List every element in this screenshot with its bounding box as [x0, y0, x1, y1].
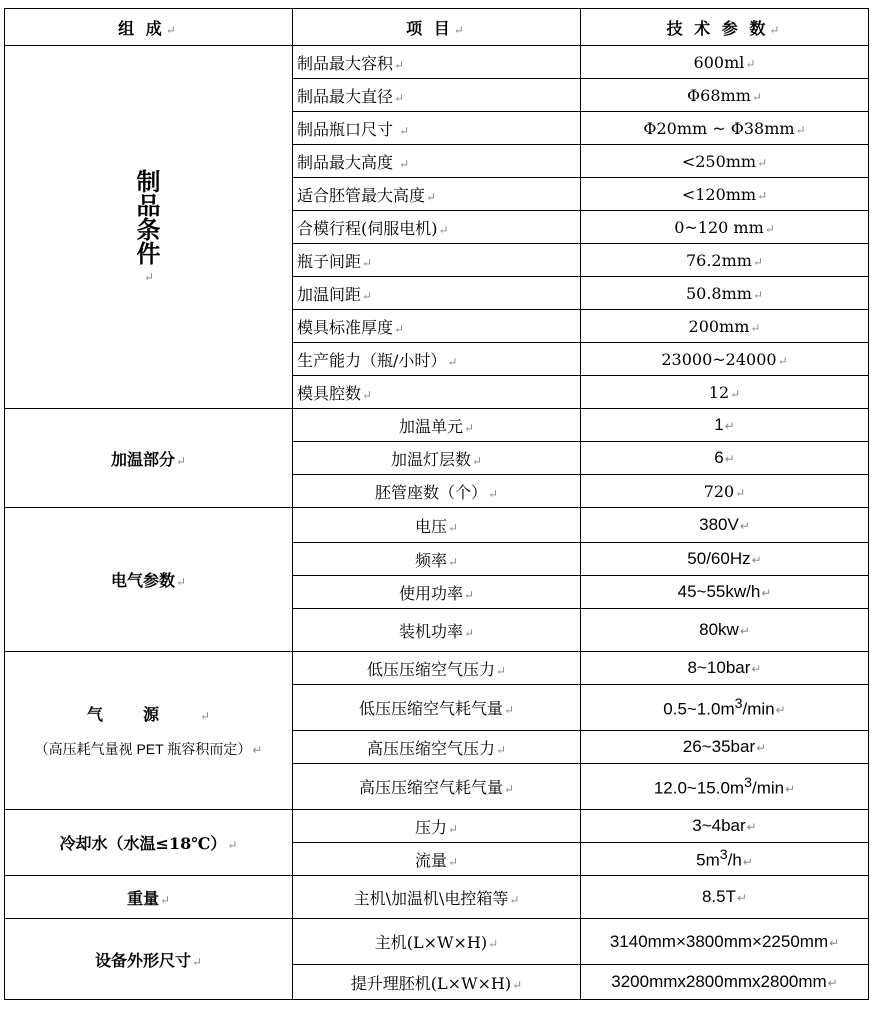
item-cell: 制品最大直径↵: [293, 79, 581, 112]
value-cell: $5m^3/h↵$: [581, 843, 869, 876]
value-cell: 50/60Hz↵: [581, 543, 869, 576]
item-cell: 流量↵: [293, 843, 581, 876]
item-cell: 制品瓶口尺寸 ↵: [293, 112, 581, 145]
item-cell: 胚管座数（个）↵: [293, 475, 581, 508]
spec-table: [4, 8, 869, 1000]
value-cell: 3~4bar↵: [581, 810, 869, 843]
item-cell: 合模行程(伺服电机)↵: [293, 211, 581, 244]
table-row: [5, 810, 869, 843]
table-row: [5, 409, 869, 442]
value-cell: Φ20mm ~ Φ38mm↵: [581, 112, 869, 145]
value-cell: 3200mmx2800mmx2800mm↵: [581, 965, 869, 1000]
table-row: [5, 46, 869, 79]
value-cell: 8~10bar↵: [581, 652, 869, 685]
item-cell: 主机\加温机\电控箱等↵: [293, 876, 581, 919]
value-cell: 200mm↵: [581, 310, 869, 343]
value-cell: $12.0\sim 15.0m^3/\min↵$: [581, 764, 869, 810]
value-cell: 45~55kw/h↵: [581, 576, 869, 609]
value-cell: 50.8mm↵: [581, 277, 869, 310]
item-cell: 瓶子间距↵: [293, 244, 581, 277]
item-cell: 加温灯层数↵: [293, 442, 581, 475]
item-cell: 高压压缩空气压力↵: [293, 731, 581, 764]
group-cell-dimensions: 设备外形尺寸↵: [5, 919, 293, 1000]
table-row: [5, 919, 869, 965]
value-cell: 80kw↵: [581, 609, 869, 652]
item-cell: 模具腔数↵: [293, 376, 581, 409]
table-row: [5, 652, 869, 685]
group-cell-electric: 电气参数↵: [5, 508, 293, 652]
item-cell: 低压压缩空气压力↵: [293, 652, 581, 685]
item-cell: 加温单元↵: [293, 409, 581, 442]
item-cell: 提升理胚机(L×W×H)↵: [293, 965, 581, 1000]
item-cell: 制品最大容积↵: [293, 46, 581, 79]
value-cell: <120mm↵: [581, 178, 869, 211]
header-cell: 组 成↵: [5, 9, 293, 46]
table-row: [5, 876, 869, 919]
header-cell: 技 术 参 数↵: [581, 9, 869, 46]
header-cell: 项 目↵: [293, 9, 581, 46]
value-cell: 720↵: [581, 475, 869, 508]
value-cell: 8.5T↵: [581, 876, 869, 919]
item-cell: 装机功率↵: [293, 609, 581, 652]
table-row: [5, 508, 869, 543]
value-cell: 600ml↵: [581, 46, 869, 79]
item-cell: 模具标准厚度↵: [293, 310, 581, 343]
group-cell-air: 气源↵ （高压耗气量视 PET 瓶容积而定）↵: [5, 652, 293, 810]
value-cell: 0~120 mm↵: [581, 211, 869, 244]
value-cell: $0.5\sim 1.0m^3/\min↵$: [581, 685, 869, 731]
item-cell: 适合胚管最大高度↵: [293, 178, 581, 211]
item-cell: 制品最大高度 ↵: [293, 145, 581, 178]
item-cell: 压力↵: [293, 810, 581, 843]
group-cell-weight: 重量↵: [5, 876, 293, 919]
value-cell: 23000~24000↵: [581, 343, 869, 376]
value-cell: 6↵: [581, 442, 869, 475]
value-cell: 380V↵: [581, 508, 869, 543]
item-cell: 加温间距↵: [293, 277, 581, 310]
item-cell: 生产能力（瓶/小时）↵: [293, 343, 581, 376]
value-cell: 12↵: [581, 376, 869, 409]
item-cell: 高压压缩空气耗气量↵: [293, 764, 581, 810]
value-cell: 76.2mm↵: [581, 244, 869, 277]
item-cell: 电压↵: [293, 508, 581, 543]
value-cell: 3140mm×3800mm×2250mm↵: [581, 919, 869, 965]
value-cell: <250mm↵: [581, 145, 869, 178]
group-cell-product: 制品条件 ↵: [5, 46, 293, 409]
value-cell: 1↵: [581, 409, 869, 442]
item-cell: 使用功率↵: [293, 576, 581, 609]
item-cell: 主机(L×W×H)↵: [293, 919, 581, 965]
header-row: [5, 9, 869, 46]
value-cell: Φ68mm↵: [581, 79, 869, 112]
group-cell-cooling: 冷却水（水温≤18℃）↵: [5, 810, 293, 876]
item-cell: 频率↵: [293, 543, 581, 576]
group-cell-heating: 加温部分↵: [5, 409, 293, 508]
item-cell: 低压压缩空气耗气量↵: [293, 685, 581, 731]
value-cell: 26~35bar↵: [581, 731, 869, 764]
